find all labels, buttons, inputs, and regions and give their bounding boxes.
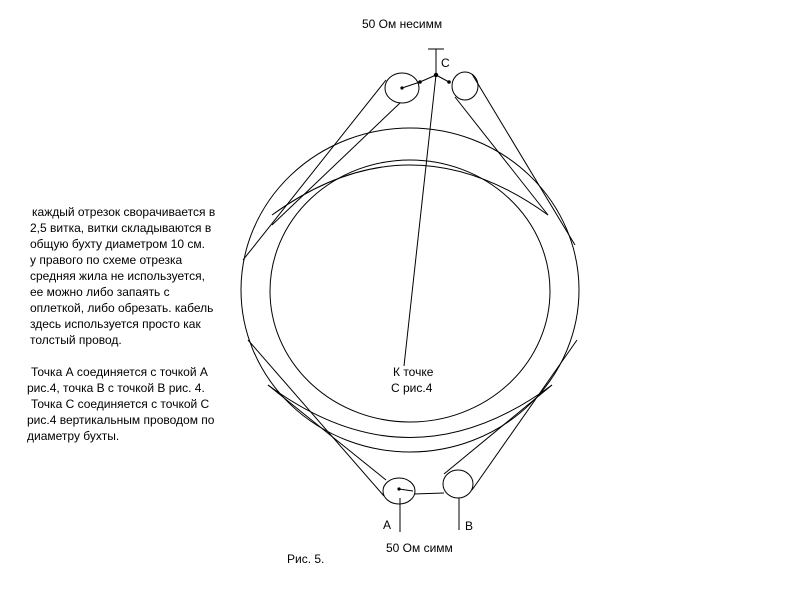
note-line: общую бухту диаметром 10 см. bbox=[30, 237, 205, 251]
node-top-right bbox=[447, 80, 451, 84]
note-line: Точка С соединяется с точкой С bbox=[31, 397, 210, 411]
coil-band-top bbox=[272, 165, 548, 215]
cable-top-right-outer bbox=[472, 74, 575, 245]
note-line: рис.4, точка В с точкой В рис. 4. bbox=[27, 381, 205, 395]
note-line: у правого по схеме отрезка bbox=[30, 253, 183, 267]
note-line: средняя жила не используется, bbox=[30, 269, 205, 283]
wire-bottom-link bbox=[399, 489, 413, 491]
to-point-line1: К точке bbox=[393, 365, 434, 379]
note-line: Точка А соединяется с точкой А bbox=[31, 365, 208, 379]
note-line: ее можно либо запаять с bbox=[30, 285, 170, 299]
cable-bottom-left-outer bbox=[248, 340, 384, 496]
point-b-label: B bbox=[465, 519, 474, 533]
wire-top-right bbox=[436, 75, 449, 82]
to-point-line2: С рис.4 bbox=[391, 381, 433, 395]
wire-bottom-between bbox=[414, 493, 444, 494]
node-bottom-left-core bbox=[397, 487, 400, 490]
cable-end-top-right bbox=[452, 72, 478, 100]
point-c-label: C bbox=[441, 56, 450, 70]
node-c bbox=[434, 73, 438, 77]
cable-bottom-right-outer bbox=[472, 340, 577, 490]
figure-caption: Рис. 5. bbox=[287, 552, 325, 566]
cable-top-right-inner bbox=[455, 97, 548, 215]
cable-bottom-right-inner bbox=[444, 385, 552, 474]
point-a-label: A bbox=[383, 518, 392, 532]
node-top-left bbox=[418, 80, 422, 84]
note-line: здесь используется просто как bbox=[30, 317, 201, 331]
cable-top-left-inner bbox=[272, 103, 400, 225]
node-top-left-core bbox=[400, 86, 403, 89]
note-line: рис.4 вертикальным проводом по bbox=[27, 413, 215, 427]
note-line: диаметру бухты. bbox=[27, 429, 120, 443]
cable-end-bottom-right bbox=[443, 470, 473, 498]
coiling-note bbox=[30, 204, 215, 348]
note-line: каждый отрезок сворачивается в bbox=[32, 205, 216, 219]
top-label: 50 Ом несимм bbox=[362, 17, 443, 31]
bottom-label: 50 Ом симм bbox=[386, 541, 453, 555]
wire-to-point-c bbox=[404, 75, 436, 366]
note-line: оплеткой, либо обрезать. кабель bbox=[30, 301, 214, 315]
connection-note bbox=[27, 364, 214, 444]
note-line: толстый провод. bbox=[30, 333, 122, 347]
note-line: 2,5 витка, витки складываются в bbox=[30, 221, 212, 235]
coil-outer-ring bbox=[241, 128, 579, 452]
